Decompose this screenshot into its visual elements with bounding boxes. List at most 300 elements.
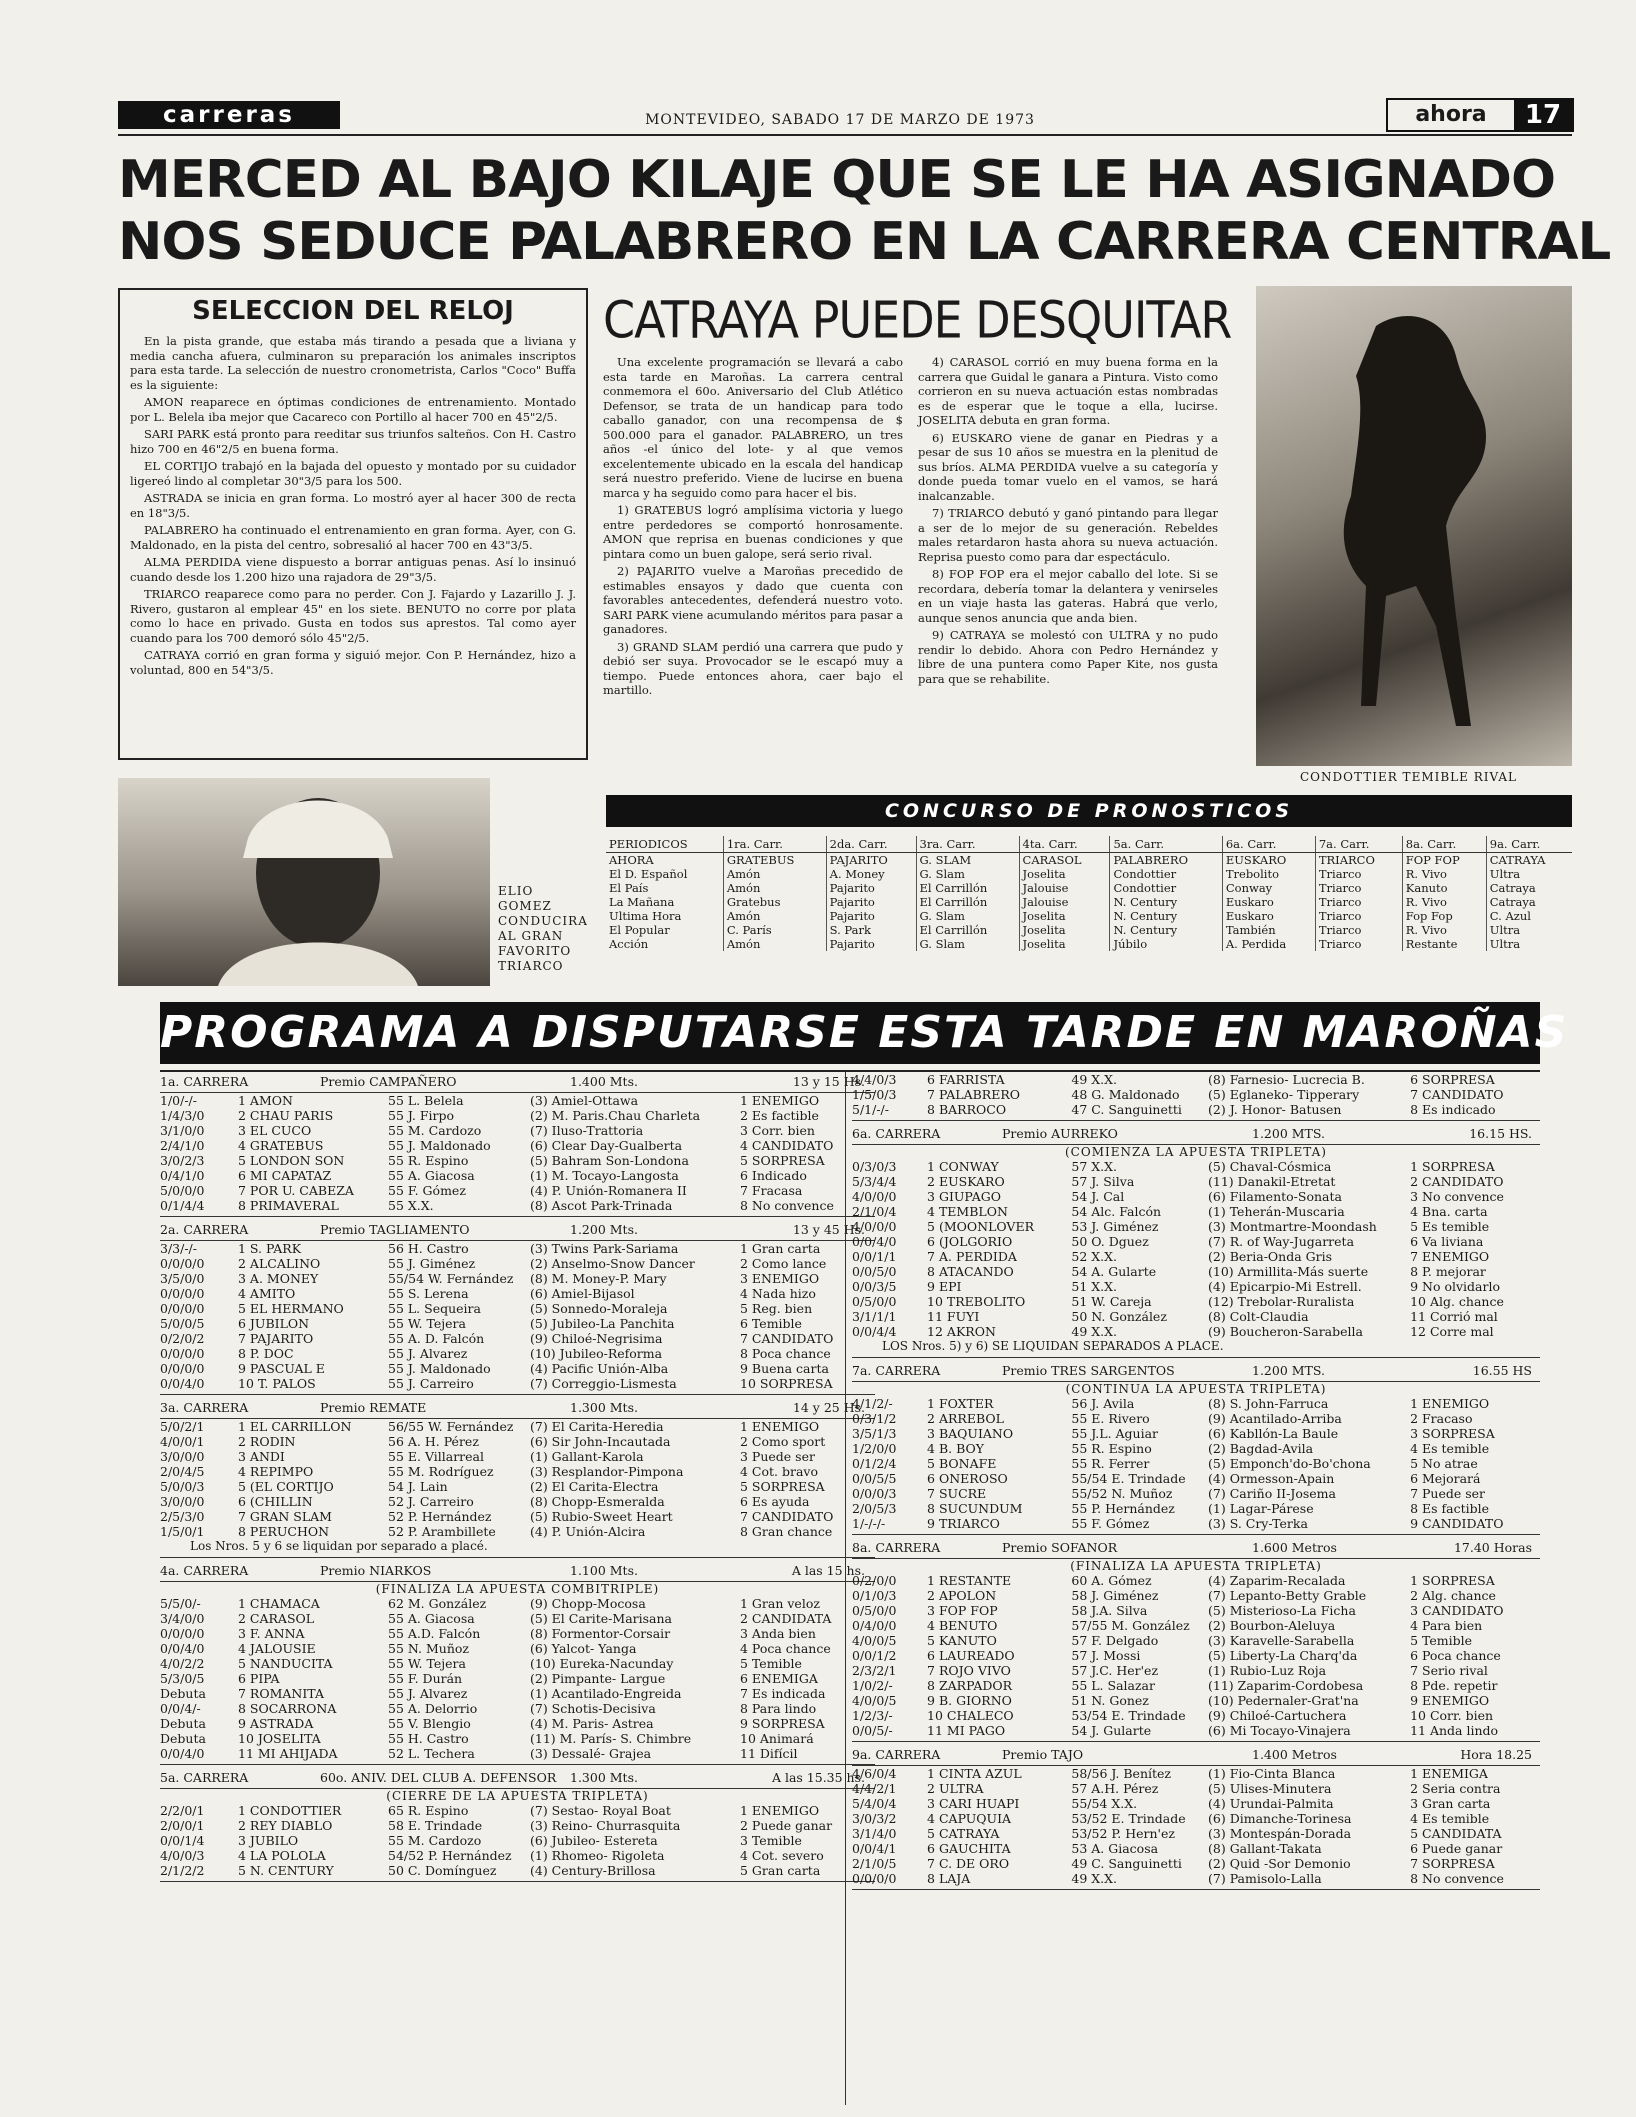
entry-field: 5/1/-/-	[852, 1102, 889, 1117]
entry-field: (1) Lagar-Párese	[1208, 1501, 1314, 1516]
entry-field: 9 No olvidarlo	[1410, 1279, 1500, 1294]
entry-field: 6 Va liviana	[1410, 1234, 1484, 1249]
table-header-cell: 4ta. Carr.	[1019, 836, 1110, 853]
entry-field: 2/1/2/2	[160, 1863, 205, 1878]
entry-field: (5) Liberty-La Charq'da	[1208, 1648, 1358, 1663]
entry-field: 8 ATACANDO	[927, 1264, 1014, 1279]
entry-field: 3 Puede ser	[740, 1449, 815, 1464]
paragraph: SARI PARK está pronto para reeditar sus triunfos salteños. Con H. Castro hizo 700 en 46"2/5 en buena forma.	[130, 427, 576, 456]
entry-field: 0/0/0/0	[160, 1256, 205, 1271]
entry-row	[852, 1573, 1540, 1588]
entry-field: (4) Century-Brillosa	[530, 1863, 656, 1878]
table-cell: G. Slam	[916, 909, 1019, 923]
entry-field: 55 P. Hernández	[1071, 1501, 1175, 1516]
entry-field: 3 Temible	[740, 1833, 802, 1848]
entry-field: 55 J.L. Aguiar	[1071, 1426, 1159, 1441]
entry-field: 2 CANDIDATO	[1410, 1174, 1504, 1189]
entry-field: 10 Corr. bien	[1410, 1708, 1494, 1723]
entry-field: (3) Resplandor-Pimpona	[530, 1464, 684, 1479]
entry-field: (3) Reino- Churrasquita	[530, 1818, 681, 1833]
entry-field: 4/1/2/-	[852, 1396, 893, 1411]
entry-field: 5 KANUTO	[927, 1633, 997, 1648]
entry-field: (5) Misterioso-La Ficha	[1208, 1603, 1356, 1618]
entry-field: 6 GAUCHITA	[927, 1841, 1011, 1856]
table-cell: El Popular	[609, 923, 670, 937]
entry-field: 2/4/1/0	[160, 1138, 205, 1153]
table-cell: G. SLAM	[916, 853, 1019, 868]
entry-field: 55 V. Blengio	[388, 1716, 471, 1731]
entry-field: (2) M. Paris.Chau Charleta	[530, 1108, 701, 1123]
race-header-field: 5a. CARRERA	[160, 1770, 249, 1785]
caption-line: GOMEZ	[498, 899, 552, 913]
table-cell: Trebolito	[1222, 867, 1315, 881]
entry-field: 1 RESTANTE	[927, 1573, 1012, 1588]
entry-field: 4/4/0/3	[852, 1072, 897, 1087]
entry-field: 49 X.X.	[1071, 1072, 1117, 1087]
entry-field: 1 ENEMIGO	[740, 1093, 820, 1108]
table-cell: PAJARITO	[826, 853, 916, 868]
entry-row	[852, 1189, 1540, 1204]
entry-field: 55 A.D. Falcón	[388, 1626, 481, 1641]
entry-field: 3/1/1/1	[852, 1309, 897, 1324]
entry-field: (2) Beria-Onda Gris	[1208, 1249, 1333, 1264]
jockey-portrait-icon	[118, 778, 490, 986]
entry-field: 1/0/-/-	[160, 1093, 197, 1108]
entry-field: 5 (EL CORTIJO	[238, 1479, 334, 1494]
table-cell: GRATEBUS	[723, 853, 826, 868]
entry-field: (7) Cariño II-Josema	[1208, 1486, 1336, 1501]
entry-field: 2 Puede ganar	[740, 1818, 833, 1833]
race-block	[852, 1361, 1540, 1535]
race-header-field: 60o. ANIV. DEL CLUB A. DEFENSOR	[320, 1770, 557, 1785]
entry-field: (6) Clear Day-Gualberta	[530, 1138, 683, 1153]
entry-field: 4 AMITO	[238, 1286, 296, 1301]
entry-row	[160, 1183, 875, 1198]
race-header-field: Premio AURREKO	[1002, 1126, 1118, 1141]
entry-field: 8 LAJA	[927, 1871, 971, 1886]
table-row	[606, 881, 1572, 895]
entry-field: 10 TREBOLITO	[927, 1294, 1026, 1309]
entry-field: 2 ULTRA	[927, 1781, 984, 1796]
entry-row	[852, 1618, 1540, 1633]
entry-field: (3) Karavelle-Sarabella	[1208, 1633, 1355, 1648]
table-cell: C. París	[723, 923, 826, 937]
entry-row	[852, 1234, 1540, 1249]
table-cell: Condottier	[1110, 881, 1222, 895]
entry-field: 2/5/3/0	[160, 1509, 205, 1524]
entry-field: 2 APOLON	[927, 1588, 997, 1603]
entry-field: (1) M. Tocayo-Langosta	[530, 1168, 679, 1183]
entry-field: 52 P. Hernández	[388, 1509, 492, 1524]
race-header	[852, 1745, 1540, 1766]
table-cell: TRIARCO	[1315, 853, 1402, 868]
entry-field: (8) M. Money-P. Mary	[530, 1271, 667, 1286]
entry-field: 2/0/0/1	[160, 1818, 205, 1833]
entry-row	[852, 1204, 1540, 1219]
entry-row	[160, 1093, 875, 1108]
entry-field: (8) Colt-Claudia	[1208, 1309, 1309, 1324]
entry-field: 6 ENEMIGA	[740, 1671, 818, 1686]
entry-field: 7 POR U. CABEZA	[238, 1183, 354, 1198]
entry-row	[852, 1856, 1540, 1871]
entry-field: (11) M. París- S. Chimbre	[530, 1731, 692, 1746]
entry-field: 4 Es temible	[1410, 1811, 1490, 1826]
entry-field: (4) P. Unión-Alcira	[530, 1524, 646, 1539]
race-header-field: Premio CAMPAÑERO	[320, 1074, 457, 1089]
race-header-field: 1.200 MTS.	[1252, 1126, 1325, 1141]
entry-row	[160, 1656, 875, 1671]
entry-field: 12 AKRON	[927, 1324, 996, 1339]
entry-field: 3 ANDI	[238, 1449, 285, 1464]
entry-field: 7 PALABRERO	[927, 1087, 1020, 1102]
entry-field: (11) Zaparim-Cordobesa	[1208, 1678, 1364, 1693]
entry-row	[160, 1153, 875, 1168]
entry-field: 8 Pde. repetir	[1410, 1678, 1498, 1693]
entry-field: 7 Puede ser	[1410, 1486, 1486, 1501]
entry-row	[160, 1449, 875, 1464]
entry-field: 3/3/-/-	[160, 1241, 197, 1256]
table-cell: Restante	[1402, 937, 1486, 951]
table-header-cell: 8a. Carr.	[1402, 836, 1486, 853]
table-cell: Triarco	[1315, 895, 1402, 909]
paragraph: EL CORTIJO trabajó en la bajada del opuesto y montado por su cuidador ligereó lindo al completar 30"3/5 para los 500.	[130, 459, 576, 488]
entry-field: 5/0/0/3	[160, 1479, 205, 1494]
entry-field: 55 R. Espino	[1071, 1441, 1152, 1456]
entry-row	[852, 1174, 1540, 1189]
entry-row	[160, 1716, 875, 1731]
table-cell: Acción	[609, 937, 649, 951]
entry-field: 5 CANDIDATA	[1410, 1826, 1502, 1841]
entry-field: 5 Reg. bien	[740, 1301, 813, 1316]
race-header	[160, 1220, 875, 1241]
entry-field: 10 Animará	[740, 1731, 814, 1746]
entry-field: (10) Jubileo-Reforma	[530, 1346, 663, 1361]
table-cell: Triarco	[1315, 867, 1402, 881]
entry-field: 52 L. Techera	[388, 1746, 475, 1761]
entry-field: 55 N. Muñoz	[388, 1641, 469, 1656]
entry-field: 55 J. Carreiro	[388, 1376, 474, 1391]
entry-field: 1 CHAMACA	[238, 1596, 320, 1611]
entry-field: 54 A. Gularte	[1071, 1264, 1157, 1279]
entry-field: 9 Buena carta	[740, 1361, 829, 1376]
table-cell: Triarco	[1315, 937, 1402, 951]
entry-field: 55 E. Rivero	[1071, 1411, 1150, 1426]
race-block	[852, 1124, 1540, 1358]
entry-field: (4) Ormesson-Apain	[1208, 1471, 1335, 1486]
entry-row	[852, 1219, 1540, 1234]
entry-field: 5 SORPRESA	[740, 1153, 825, 1168]
race-header-field: 6a. CARRERA	[852, 1126, 941, 1141]
entry-field: 6 ONEROSO	[927, 1471, 1008, 1486]
entry-field: 5 BONAFE	[927, 1456, 997, 1471]
entry-field: 1 ENEMIGO	[1410, 1396, 1490, 1411]
entry-row	[852, 1678, 1540, 1693]
entry-field: 6 Mejorará	[1410, 1471, 1481, 1486]
entry-field: (2) Bourbon-Aleluya	[1208, 1618, 1336, 1633]
entry-field: 65 R. Espino	[388, 1803, 469, 1818]
entry-row	[852, 1648, 1540, 1663]
entry-field: 7 SORPRESA	[1410, 1856, 1495, 1871]
entry-field: 6 (CHILLIN	[238, 1494, 313, 1509]
entry-field: 10 JOSELITA	[238, 1731, 321, 1746]
entry-field: 55 R. Ferrer	[1071, 1456, 1150, 1471]
race-header	[160, 1561, 875, 1582]
entry-field: 53/54 E. Trindade	[1071, 1708, 1186, 1723]
entry-field: (5) Bahram Son-Londona	[530, 1153, 689, 1168]
entry-row	[160, 1138, 875, 1153]
entry-field: 5/4/0/4	[852, 1796, 897, 1811]
entry-field: 55 L. Salazar	[1071, 1678, 1155, 1693]
race-header-field: Premio NIARKOS	[320, 1563, 432, 1578]
entry-field: 5 Temible	[1410, 1633, 1473, 1648]
table-cell: Pajarito	[826, 881, 916, 895]
entry-field: 3 Corr. bien	[740, 1123, 815, 1138]
table-cell: Joselita	[1019, 923, 1110, 937]
caption-line: FAVORITO	[498, 944, 572, 958]
entry-field: 7 PAJARITO	[238, 1331, 314, 1346]
race-header-field: 16.55 HS	[1472, 1363, 1532, 1378]
entry-field: 0/5/0/0	[852, 1294, 897, 1309]
entry-field: (8) Chopp-Esmeralda	[530, 1494, 665, 1509]
entry-field: 0/0/0/3	[852, 1486, 897, 1501]
entry-field: 54/52 P. Hernández	[388, 1848, 512, 1863]
entry-field: 0/0/4/-	[160, 1701, 201, 1716]
race-header-field: Hora 18.25	[1460, 1747, 1532, 1762]
entry-field: (2) Quid -Sor Demonio	[1208, 1856, 1351, 1871]
article-column-2	[918, 355, 1218, 689]
table-cell: La Mañana	[609, 895, 675, 909]
entry-field: 8 No convence	[740, 1198, 834, 1213]
entry-field: 58 J.A. Silva	[1071, 1603, 1148, 1618]
entry-field: (5) Jubileo-La Panchita	[530, 1316, 675, 1331]
table-cell: Ultra	[1486, 937, 1572, 951]
race-header-field: 13 y 15 Hs.	[792, 1074, 865, 1089]
entry-field: (2) El Carita-Electra	[530, 1479, 659, 1494]
entry-row	[852, 1693, 1540, 1708]
table-cell: A. Perdida	[1222, 937, 1315, 951]
entry-field: (1) Rubio-Luz Roja	[1208, 1663, 1327, 1678]
entry-field: 56 A. H. Pérez	[388, 1434, 479, 1449]
table-cell: Ultra	[1486, 923, 1572, 937]
entry-field: 58/56 J. Benítez	[1071, 1766, 1171, 1781]
caption-line: AL GRAN	[498, 929, 564, 943]
entry-field: 7 Serio rival	[1410, 1663, 1488, 1678]
entry-field: 3 A. MONEY	[238, 1271, 319, 1286]
entry-field: 5/0/0/0	[160, 1183, 205, 1198]
entry-field: 55 M. Cardozo	[388, 1833, 482, 1848]
entry-row	[160, 1818, 875, 1833]
entry-row	[852, 1264, 1540, 1279]
entry-field: 2/0/5/3	[852, 1501, 897, 1516]
entry-row	[160, 1479, 875, 1494]
entry-field: (8) S. John-Farruca	[1208, 1396, 1329, 1411]
table-row	[606, 853, 1572, 868]
entry-row	[160, 1256, 875, 1271]
entry-field: 6 Indicado	[740, 1168, 807, 1183]
entry-field: 53 J. Giménez	[1071, 1219, 1159, 1234]
entry-field: 5 Es temible	[1410, 1219, 1490, 1234]
entry-field: (4) Epicarpio-Mi Estrell.	[1208, 1279, 1362, 1294]
entry-field: 7 CANDIDATO	[1410, 1087, 1504, 1102]
entry-row	[852, 1501, 1540, 1516]
entry-field: (6) Dimanche-Torinesa	[1208, 1811, 1352, 1826]
entry-field: 4 Bna. carta	[1410, 1204, 1488, 1219]
entry-field: 55 A. Giacosa	[388, 1611, 475, 1626]
entry-field: 6 Puede ganar	[1410, 1841, 1503, 1856]
entry-field: 8 PERUCHON	[238, 1524, 330, 1539]
entry-row	[160, 1286, 875, 1301]
race-note: LOS Nros. 5) y 6) SE LIQUIDAN SEPARADOS A PLACE.	[882, 1339, 1224, 1353]
table-cell: El Carrillón	[916, 881, 1019, 895]
entry-field: 4/0/0/0	[852, 1189, 897, 1204]
table-cell: Triarco	[1315, 881, 1402, 895]
entry-row	[852, 1396, 1540, 1411]
entry-field: 5/0/2/1	[160, 1419, 205, 1434]
entry-field: (1) Rhomeo- Rigoleta	[530, 1848, 665, 1863]
entry-field: 2 Fracaso	[1410, 1411, 1473, 1426]
paragraph: 8) FOP FOP era el mejor caballo del lote. Si se recordara, debería tomar la delantera y venirseles en un viaje hasta las gateras. Habrá que verlo, aunque senos anuncia que anda bien.	[918, 567, 1218, 625]
paragraph: AMON reaparece en óptimas condiciones de entrenamiento. Montado por L. Belela iba mejor que Cacareco con Portillo al hacer 700 en 45"2/5.	[130, 395, 576, 424]
entry-field: 57 J.C. Her'ez	[1071, 1663, 1159, 1678]
entry-field: 7 SUCRE	[927, 1486, 987, 1501]
entry-row	[852, 1781, 1540, 1796]
entry-field: 6 PIPA	[238, 1671, 280, 1686]
entry-field: (7) Schotis-Decisiva	[530, 1701, 656, 1716]
entry-field: 3/5/1/3	[852, 1426, 897, 1441]
entry-row	[160, 1301, 875, 1316]
entry-field: (6) Kabllón-La Baule	[1208, 1426, 1339, 1441]
entry-field: 0/0/0/0	[160, 1346, 205, 1361]
table-cell: Amón	[723, 867, 826, 881]
entry-row	[852, 1588, 1540, 1603]
entry-field: 0/5/0/0	[852, 1603, 897, 1618]
entry-field: 3 GIUPAGO	[927, 1189, 1001, 1204]
entry-field: 57 F. Delgado	[1071, 1633, 1159, 1648]
entry-row	[852, 1087, 1540, 1102]
table-cell: Amón	[723, 881, 826, 895]
entry-field: (7) El Carita-Heredia	[530, 1419, 664, 1434]
entry-field: 55 A. Delorrio	[388, 1701, 478, 1716]
entry-row	[852, 1309, 1540, 1324]
race-header-field: 1.600 Metros	[1252, 1540, 1337, 1555]
entry-field: 1 Gran veloz	[740, 1596, 820, 1611]
entry-field: (9) Chiloé-Negrisima	[530, 1331, 663, 1346]
entry-field: 0/0/3/5	[852, 1279, 897, 1294]
entry-field: 55 J. Maldonado	[388, 1138, 491, 1153]
entry-field: 49 X.X.	[1071, 1871, 1117, 1886]
entry-field: 4 Poca chance	[740, 1641, 831, 1656]
table-cell: C. Azul	[1486, 909, 1572, 923]
entry-field: 8 Poca chance	[740, 1346, 831, 1361]
entry-field: 50 C. Domínguez	[388, 1863, 497, 1878]
entry-row	[852, 1426, 1540, 1441]
masthead	[1386, 98, 1574, 132]
entry-field: 3 No convence	[1410, 1189, 1504, 1204]
entry-row	[160, 1434, 875, 1449]
entry-field: 55 M. Rodríguez	[388, 1464, 494, 1479]
entry-field: (6) Sir John-Incautada	[530, 1434, 671, 1449]
table-header-cell: PERIODICOS	[606, 836, 723, 853]
entry-field: 5 No atrae	[1410, 1456, 1478, 1471]
entry-field: 1 Gran carta	[740, 1241, 821, 1256]
entry-field: 5 Gran carta	[740, 1863, 821, 1878]
entry-field: 2 Alg. chance	[1410, 1588, 1496, 1603]
table-header-cell: 6a. Carr.	[1222, 836, 1315, 853]
entry-field: 57 X.X.	[1071, 1159, 1117, 1174]
entry-row	[160, 1494, 875, 1509]
entry-field: (6) Jubileo- Estereta	[530, 1833, 658, 1848]
entry-field: 0/0/1/1	[852, 1249, 897, 1264]
entry-row	[160, 1464, 875, 1479]
entry-field: 3 CARI HUAPI	[927, 1796, 1020, 1811]
race-header-field: 1.200 Mts.	[570, 1222, 638, 1237]
entry-row	[160, 1376, 875, 1391]
program-column-right	[845, 1070, 1540, 2105]
entry-field: 52 J. Carreiro	[388, 1494, 474, 1509]
entry-row	[160, 1833, 875, 1848]
entry-field: 2/3/2/1	[852, 1663, 897, 1678]
entry-field: 4/0/0/0	[852, 1219, 897, 1234]
entry-field: (11) Danakil-Etretat	[1208, 1174, 1336, 1189]
entry-field: 6 (JOLGORIO	[927, 1234, 1013, 1249]
entry-field: 4 TEMBLON	[927, 1204, 1008, 1219]
race-header	[852, 1361, 1540, 1382]
entry-row	[852, 1456, 1540, 1471]
table-row	[606, 909, 1572, 923]
entry-field: 5 (MOONLOVER	[927, 1219, 1034, 1234]
table-cell: Kanuto	[1402, 881, 1486, 895]
entry-field: 3 Anda bien	[740, 1626, 816, 1641]
race-block	[160, 1398, 875, 1558]
entry-field: 55 F. Gómez	[1071, 1516, 1150, 1531]
paragraph: ASTRADA se inicia en gran forma. Lo mostró ayer al hacer 300 de recta en 18"3/5.	[130, 491, 576, 520]
entry-field: 0/0/4/0	[160, 1746, 205, 1761]
entry-field: 51 N. Gonez	[1071, 1693, 1149, 1708]
entry-row	[160, 1611, 875, 1626]
entry-field: 4/0/0/1	[160, 1434, 205, 1449]
entry-field: 55 A. D. Falcón	[388, 1331, 485, 1346]
table-cell: Amón	[723, 909, 826, 923]
entry-field: Debuta	[160, 1686, 206, 1701]
entry-field: 55 S. Lerena	[388, 1286, 469, 1301]
table-cell: Condottier	[1110, 867, 1222, 881]
entry-field: 6 FARRISTA	[927, 1072, 1005, 1087]
entry-field: (10) Pedernaler-Grat'na	[1208, 1693, 1359, 1708]
race-block	[160, 1768, 875, 1882]
entry-field: (3) Amiel-Ottawa	[530, 1093, 639, 1108]
entry-field: (5) Eglaneko- Tipperary	[1208, 1087, 1360, 1102]
entry-field: 4/0/0/5	[852, 1633, 897, 1648]
table-cell: También	[1222, 923, 1315, 937]
paragraph: PALABRERO ha continuado el entrenamiento en gran forma. Ayer, con G. Maldonado, en la pista del centro, sobresalió al hacer 700 en 43"3/5.	[130, 523, 576, 552]
entry-row	[160, 1863, 875, 1878]
entry-field: (5) Ulises-Minutera	[1208, 1781, 1332, 1796]
entry-field: 0/0/1/2	[852, 1648, 897, 1663]
entry-field: 58 J. Giménez	[1071, 1588, 1159, 1603]
entry-field: 53/52 E. Trindade	[1071, 1811, 1186, 1826]
entry-field: 8 PRIMAVERAL	[238, 1198, 339, 1213]
entry-field: 1 EL CARRILLON	[238, 1419, 352, 1434]
entry-field: 3 FOP FOP	[927, 1603, 998, 1618]
entry-field: 6 Es ayuda	[740, 1494, 810, 1509]
entry-field: 4 LA POLOLA	[238, 1848, 326, 1863]
entry-field: 55 A. Giacosa	[388, 1168, 475, 1183]
entry-field: 0/4/0/0	[852, 1618, 897, 1633]
entry-row	[852, 1811, 1540, 1826]
entry-field: (6) Filamento-Sonata	[1208, 1189, 1342, 1204]
entry-field: (5) Sonnedo-Moraleja	[530, 1301, 668, 1316]
entry-field: (5) Emponch'do-Bo'chona	[1208, 1456, 1371, 1471]
